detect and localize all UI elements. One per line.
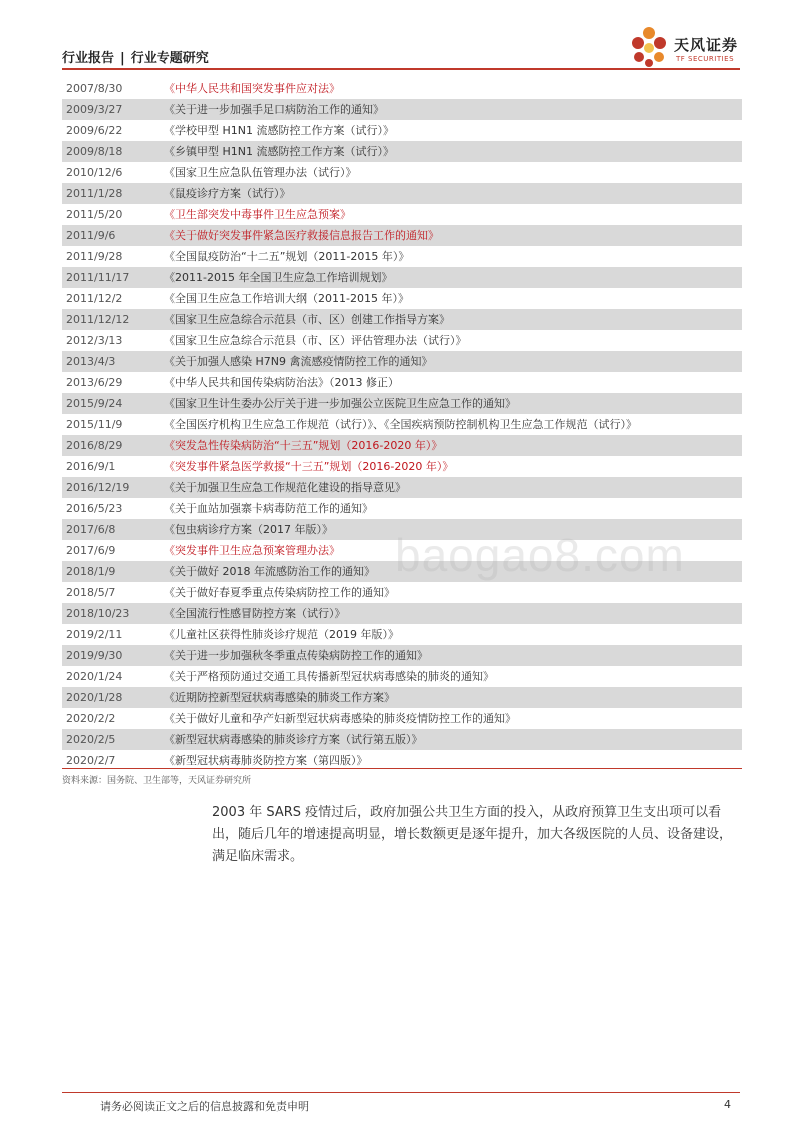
row-date: 2018/10/23 — [62, 603, 164, 624]
table-row — [62, 225, 742, 246]
row-date: 2016/9/1 — [66, 460, 116, 473]
row-date: 2020/2/5 — [62, 729, 164, 750]
row-date: 2015/11/9 — [66, 418, 123, 431]
row-date: 2011/1/28 — [62, 183, 164, 204]
row-title: 《全国鼠疫防治“十二五”规划（2011-2015 年）》 — [164, 250, 410, 263]
table-row — [62, 120, 742, 141]
table-row — [62, 372, 742, 393]
row-title: 《中华人民共和国突发事件应对法》 — [164, 82, 340, 95]
table-row — [62, 645, 742, 666]
table-row — [62, 267, 742, 288]
table-row — [62, 582, 742, 603]
row-title: 《国家卫生应急综合示范县（市、区）创建工作指导方案》 — [164, 309, 742, 330]
row-title: 《关于加强卫生应急工作规范化建设的指导意见》 — [164, 477, 742, 498]
table-row — [62, 183, 742, 204]
row-date: 2012/3/13 — [66, 334, 123, 347]
row-date: 2013/4/3 — [62, 351, 164, 372]
row-date: 2011/11/17 — [62, 267, 164, 288]
row-date: 2009/3/27 — [62, 99, 164, 120]
row-title: 《乡镇甲型 H1N1 流感防控工作方案（试行）》 — [164, 141, 742, 162]
row-title: 《包虫病诊疗方案（2017 年版）》 — [164, 519, 742, 540]
table-row — [62, 624, 742, 645]
footer-divider — [62, 1092, 740, 1093]
row-date: 2017/6/8 — [62, 519, 164, 540]
row-date: 2011/5/20 — [66, 208, 123, 221]
table-row — [62, 666, 742, 687]
source-divider — [62, 768, 742, 769]
row-title: 《全国卫生应急工作培训大纲（2011-2015 年）》 — [164, 292, 409, 305]
table-row — [62, 498, 742, 519]
row-title: 《关于做好春夏季重点传染病防控工作的通知》 — [164, 586, 395, 599]
row-title: 《关于加强人感染 H7N9 禽流感疫情防控工作的通知》 — [164, 351, 742, 372]
row-title: 《关于做好突发事件紧急医疗救援信息报告工作的通知》 — [164, 225, 742, 246]
header-separator: | — [120, 51, 125, 66]
tf-securities-logo — [626, 24, 746, 70]
table-row — [62, 477, 742, 498]
row-title: 《近期防控新型冠状病毒感染的肺炎工作方案》 — [164, 687, 742, 708]
logo-text-en: TF SECURITIES — [676, 55, 735, 63]
row-title: 《新型冠状病毒肺炎防控方案（第四版）》 — [164, 754, 368, 767]
table-row — [62, 162, 742, 183]
report-section: 行业报告 — [62, 51, 115, 66]
report-category — [62, 47, 209, 66]
table-row — [62, 729, 742, 750]
table-row — [62, 288, 742, 309]
flower-logo-icon — [626, 24, 672, 70]
watermark: baogao8.com — [395, 529, 685, 581]
row-date: 2013/6/29 — [66, 376, 123, 389]
row-date: 2018/1/9 — [62, 561, 164, 582]
row-title: 《全国医疗机构卫生应急工作规范（试行）》、《全国疾病预防控制机构卫生应急工作规范（试行）》 — [164, 418, 637, 431]
row-title: 《关于做好儿童和孕产妇新型冠状病毒感染的肺炎疫情防控工作的通知》 — [164, 712, 516, 725]
row-date: 2016/8/29 — [62, 435, 164, 456]
row-date: 2007/8/30 — [66, 82, 123, 95]
table-row — [62, 246, 742, 267]
row-title: 《鼠疫诊疗方案（试行）》 — [164, 183, 742, 204]
row-title: 《学校甲型 H1N1 流感防控工作方案（试行）》 — [164, 124, 394, 137]
row-date: 2020/1/28 — [62, 687, 164, 708]
row-title: 《中华人民共和国传染病防治法》（2013 修正） — [164, 376, 399, 389]
report-subsection: 行业专题研究 — [130, 51, 209, 66]
table-row — [62, 708, 742, 729]
regulation-table — [62, 78, 742, 771]
table-row — [62, 351, 742, 372]
row-date: 2010/12/6 — [66, 166, 123, 179]
table-row — [62, 141, 742, 162]
row-date: 2009/6/22 — [66, 124, 123, 137]
row-date: 2016/5/23 — [66, 502, 123, 515]
table-row — [62, 99, 742, 120]
row-title: 《全国流行性感冒防控方案（试行）》 — [164, 603, 742, 624]
row-date: 2020/2/7 — [66, 754, 116, 767]
table-row — [62, 435, 742, 456]
row-date: 2011/9/6 — [62, 225, 164, 246]
source-note: 资料来源：国务院、卫生部等，天风证券研究所 — [62, 776, 252, 786]
logo-text-cn: 天风证券 — [674, 36, 739, 54]
row-date: 2016/12/19 — [62, 477, 164, 498]
table-row — [62, 309, 742, 330]
row-title: 《关于进一步加强手足口病防治工作的通知》 — [164, 99, 742, 120]
row-title: 《儿童社区获得性肺炎诊疗规范（2019 年版）》 — [164, 628, 399, 641]
row-title: 《国家卫生应急队伍管理办法（试行）》 — [164, 166, 357, 179]
table-row — [62, 78, 742, 99]
row-date: 2020/1/24 — [66, 670, 123, 683]
row-date: 2011/12/2 — [66, 292, 123, 305]
regulation-table-body — [62, 78, 742, 771]
row-title: 《2011-2015 年全国卫生应急工作培训规划》 — [164, 267, 742, 288]
row-title: 《新型冠状病毒感染的肺炎诊疗方案（试行第五版）》 — [164, 729, 742, 750]
row-title: 《关于做好 2018 年流感防治工作的通知》 — [164, 561, 742, 582]
table-row — [62, 456, 742, 477]
row-title: 《关于严格预防通过交通工具传播新型冠状病毒感染的肺炎的通知》 — [164, 670, 494, 683]
row-date: 2011/12/12 — [62, 309, 164, 330]
table-row — [62, 687, 742, 708]
body-paragraph: 2003 年 SARS 疫情过后，政府加强公共卫生方面的投入，从政府预算卫生支出项可以看出，随后几年的增速提高明显，增长数额更是逐年提升，加大各级医院的人员、设备建设，满足临床需求。 — [212, 805, 733, 864]
row-date: 2009/8/18 — [62, 141, 164, 162]
footer-disclaimer: 请务必阅读正文之后的信息披露和免责申明 — [100, 1100, 309, 1113]
row-title: 《卫生部突发中毒事件卫生应急预案》 — [164, 208, 351, 221]
row-title: 《关于血站加强寨卡病毒防范工作的通知》 — [164, 502, 373, 515]
table-row — [62, 330, 742, 351]
header-divider — [62, 68, 740, 70]
row-date: 2017/6/9 — [66, 544, 116, 557]
row-date: 2019/9/30 — [62, 645, 164, 666]
row-title: 《突发事件紧急医学救援“十三五”规划（2016-2020 年）》 — [164, 460, 454, 473]
row-title: 《突发事件卫生应急预案管理办法》 — [164, 544, 340, 557]
page-number: 4 — [724, 1098, 731, 1111]
row-date: 2011/9/28 — [66, 250, 123, 263]
row-date: 2020/2/2 — [66, 712, 116, 725]
row-title: 《国家卫生应急综合示范县（市、区）评估管理办法（试行）》 — [164, 334, 467, 347]
row-date: 2019/2/11 — [66, 628, 123, 641]
row-title: 《关于进一步加强秋冬季重点传染病防控工作的通知》 — [164, 645, 742, 666]
table-row — [62, 603, 742, 624]
row-date: 2015/9/24 — [62, 393, 164, 414]
row-title: 《突发急性传染病防治“十三五”规划（2016-2020 年）》 — [164, 435, 742, 456]
table-row — [62, 414, 742, 435]
table-row — [62, 393, 742, 414]
row-date: 2018/5/7 — [66, 586, 116, 599]
row-title: 《国家卫生计生委办公厅关于进一步加强公立医院卫生应急工作的通知》 — [164, 393, 742, 414]
table-row — [62, 204, 742, 225]
